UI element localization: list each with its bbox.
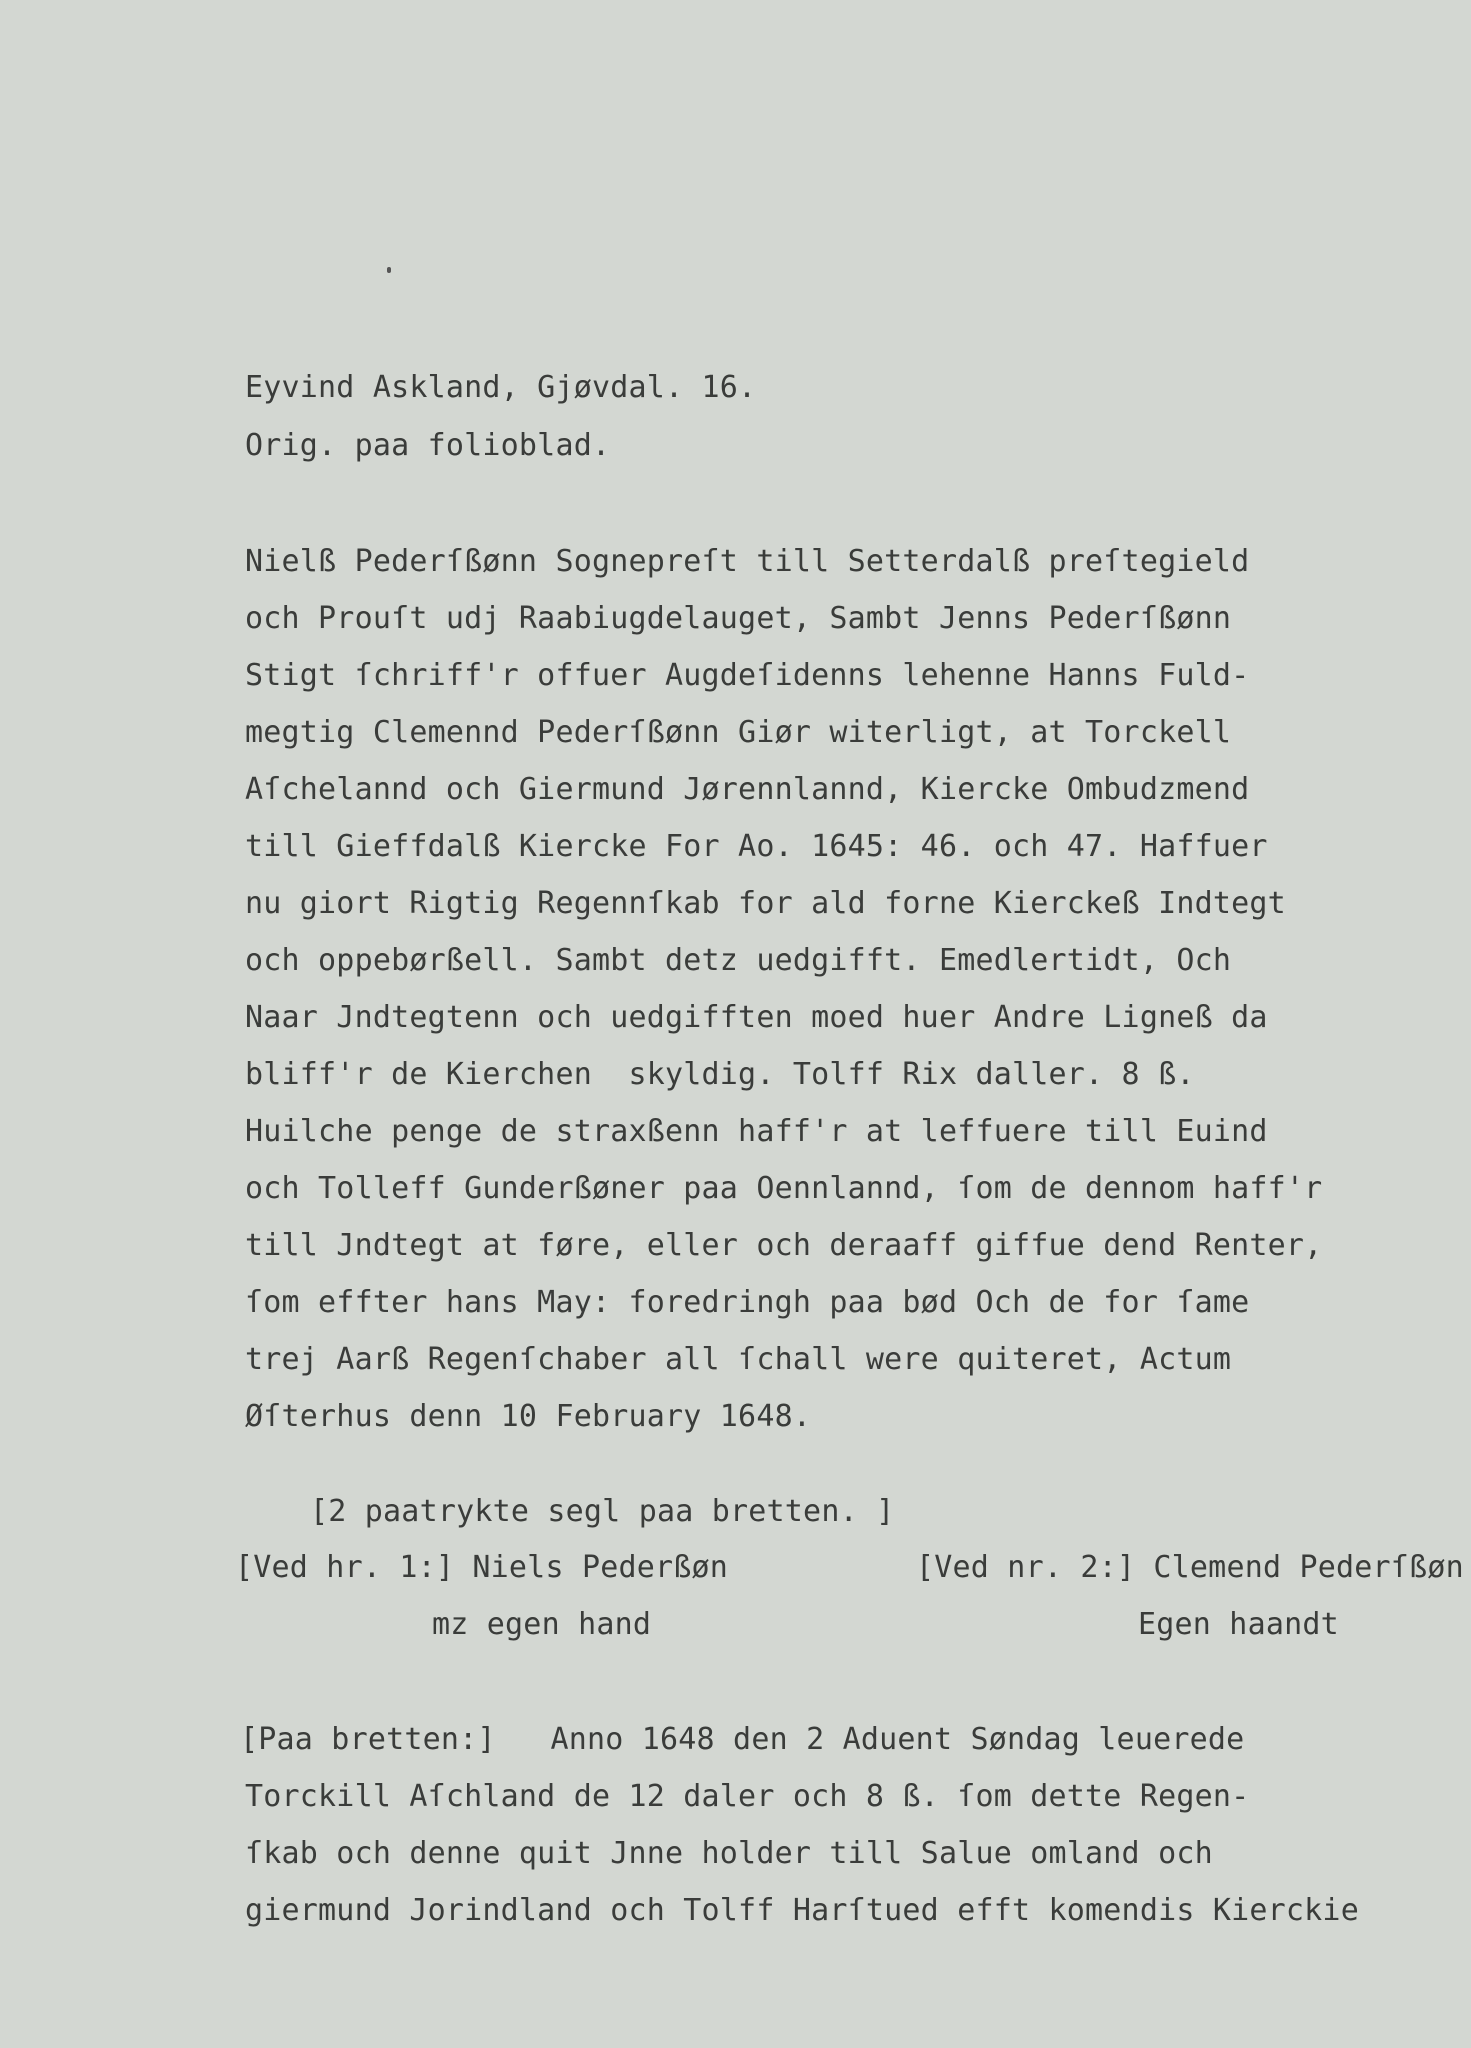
body-line: megtig Clemennd Pederſßønn Giør witerligt, at Torckell [245,715,1232,750]
signature-left-label: [Ved hr. 1:] Niels Pederßøn [235,1550,729,1585]
header-line-1: Eyvind Askland, Gjøvdal. 16. [245,370,757,405]
body-line: bliff'r de Kierchen skyldig. Tolff Rix daller. 8 ß. [245,1057,1195,1092]
signature-right-sub: Egen haandt [1138,1607,1339,1642]
back-note-line: ſkab och denne quit Jnne holder till Salue omland och [245,1836,1213,1871]
back-note-line: [Paa bretten:] Anno 1648 den 2 Aduent Søndag leuerede [240,1722,1245,1757]
back-note-line: Torckill Aſchland de 12 daler och 8 ß. ſom dette Regen- [245,1779,1250,1814]
signature-right-label: [Ved nr. 2:] Clemend Pederſßøn [916,1550,1464,1585]
header-line-2: Orig. paa folioblad. [245,428,611,463]
body-line: trej Aarß Regenſchaber all ſchall were quiteret, Actum [245,1342,1232,1377]
body-line: Aſchelannd och Giermund Jørennlannd, Kiercke Ombudzmend [245,772,1250,807]
body-line: Nielß Pederſßønn Sognepreſt till Setterdalß preſtegield [245,544,1250,579]
body-line: ſom effter hans May: foredringh paa bød Och de for ſame [245,1285,1250,1320]
body-line: Huilche penge de straxßenn haff'r at leffuere till Euind [245,1114,1268,1149]
signature-left-sub: mz egen hand [432,1607,652,1642]
seal-note: [2 paatrykte segl paa bretten. ] [310,1494,895,1529]
body-line: Stigt ſchriff'r offuer Augdeſidenns lehenne Hanns Fuld- [245,658,1250,693]
body-line: och oppebørßell. Sambt detz uedgifft. Emedlertidt, Och [245,943,1232,978]
body-line: nu giort Rigtig Regennſkab for ald forne Kierckeß Indtegt [245,886,1286,921]
back-note-line: giermund Jorindland och Tolff Harſtued efft komendis Kierckie [245,1893,1359,1928]
body-line: Øſterhus denn 10 February 1648. [245,1399,812,1434]
body-line: och Tolleff Gunderßøner paa Oennlannd, ſom de dennom haff'r [245,1171,1323,1206]
ink-speck [387,267,391,273]
body-line: Naar Jndtegtenn och uedgifften moed huer Andre Ligneß da [245,1000,1268,1035]
body-line: till Jndtegt at føre, eller och deraaff giffue dend Renter, [245,1228,1323,1263]
body-line: och Prouſt udj Raabiugdelauget, Sambt Jenns Pederſßønn [245,601,1232,636]
body-line: till Gieffdalß Kiercke For Ao. 1645: 46. och 47. Haffuer [245,829,1268,864]
